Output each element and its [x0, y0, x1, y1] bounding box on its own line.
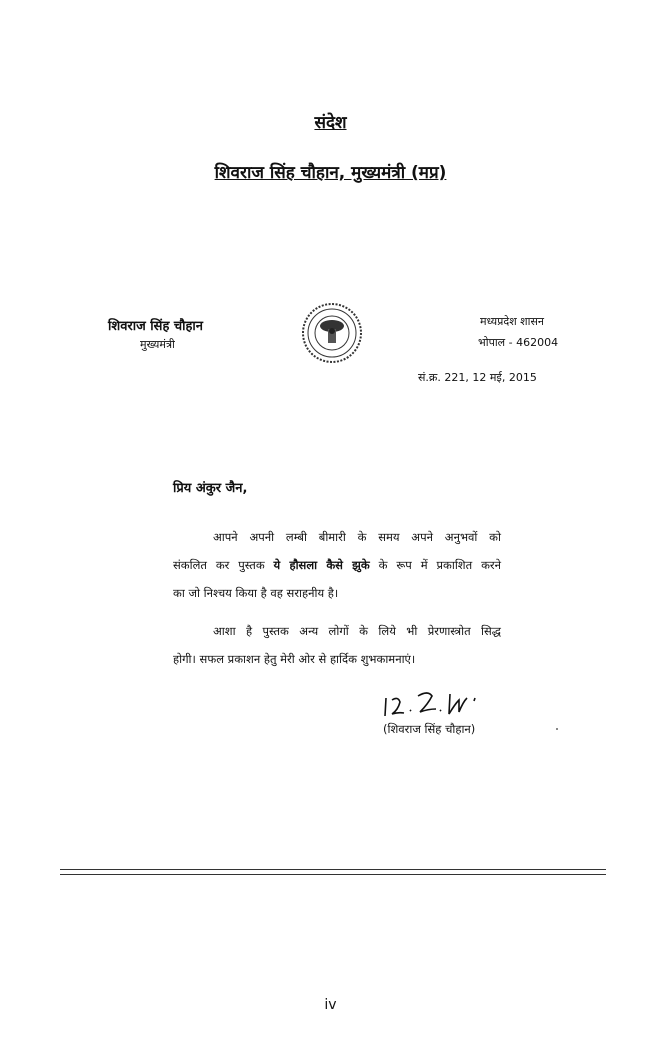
body-line: आपने अपनी लम्बी बीमारी के समय अपने अनुभवों को	[213, 530, 501, 544]
page-title: संदेश	[314, 113, 347, 133]
body-text: के रूप में प्रकाशित करने	[378, 558, 501, 572]
handwritten-signature	[380, 688, 495, 720]
body-line: होगी। सफल प्रकाशन हेतु मेरी ओर से हार्दिक शुभकामनाएं।	[173, 652, 416, 666]
reference-date: सं.क्र. 221, 12 मई, 2015	[418, 371, 537, 384]
state-emblem-seal-icon	[301, 302, 363, 364]
footer-divider	[60, 869, 606, 870]
signatory-name: (शिवराज सिंह चौहान)	[383, 722, 476, 736]
body-text: संकलित कर पुस्तक	[173, 558, 274, 572]
letterhead-address: भोपाल - 462004	[478, 336, 559, 349]
page-subtitle: शिवराज सिंह चौहान, मुख्यमंत्री (मप्र)	[214, 163, 447, 183]
page-number: iv	[324, 997, 337, 1013]
book-title: ये हौसला कैसे झुके	[273, 558, 370, 572]
stray-mark	[556, 728, 558, 730]
letterhead-name: शिवराज सिंह चौहान	[108, 319, 203, 334]
body-line: का जो निश्चय किया है वह सराहनीय है।	[173, 586, 339, 600]
body-line	[173, 558, 501, 573]
letterhead-designation: मुख्यमंत्री	[140, 338, 175, 351]
footer-divider	[60, 874, 606, 875]
salutation: प्रिय अंकुर जैन,	[173, 481, 248, 496]
body-line: आशा है पुस्तक अन्य लोगों के लिये भी प्रेरणास्त्रोत सिद्ध	[213, 624, 501, 638]
letterhead-government: मध्यप्रदेश शासन	[480, 315, 545, 328]
